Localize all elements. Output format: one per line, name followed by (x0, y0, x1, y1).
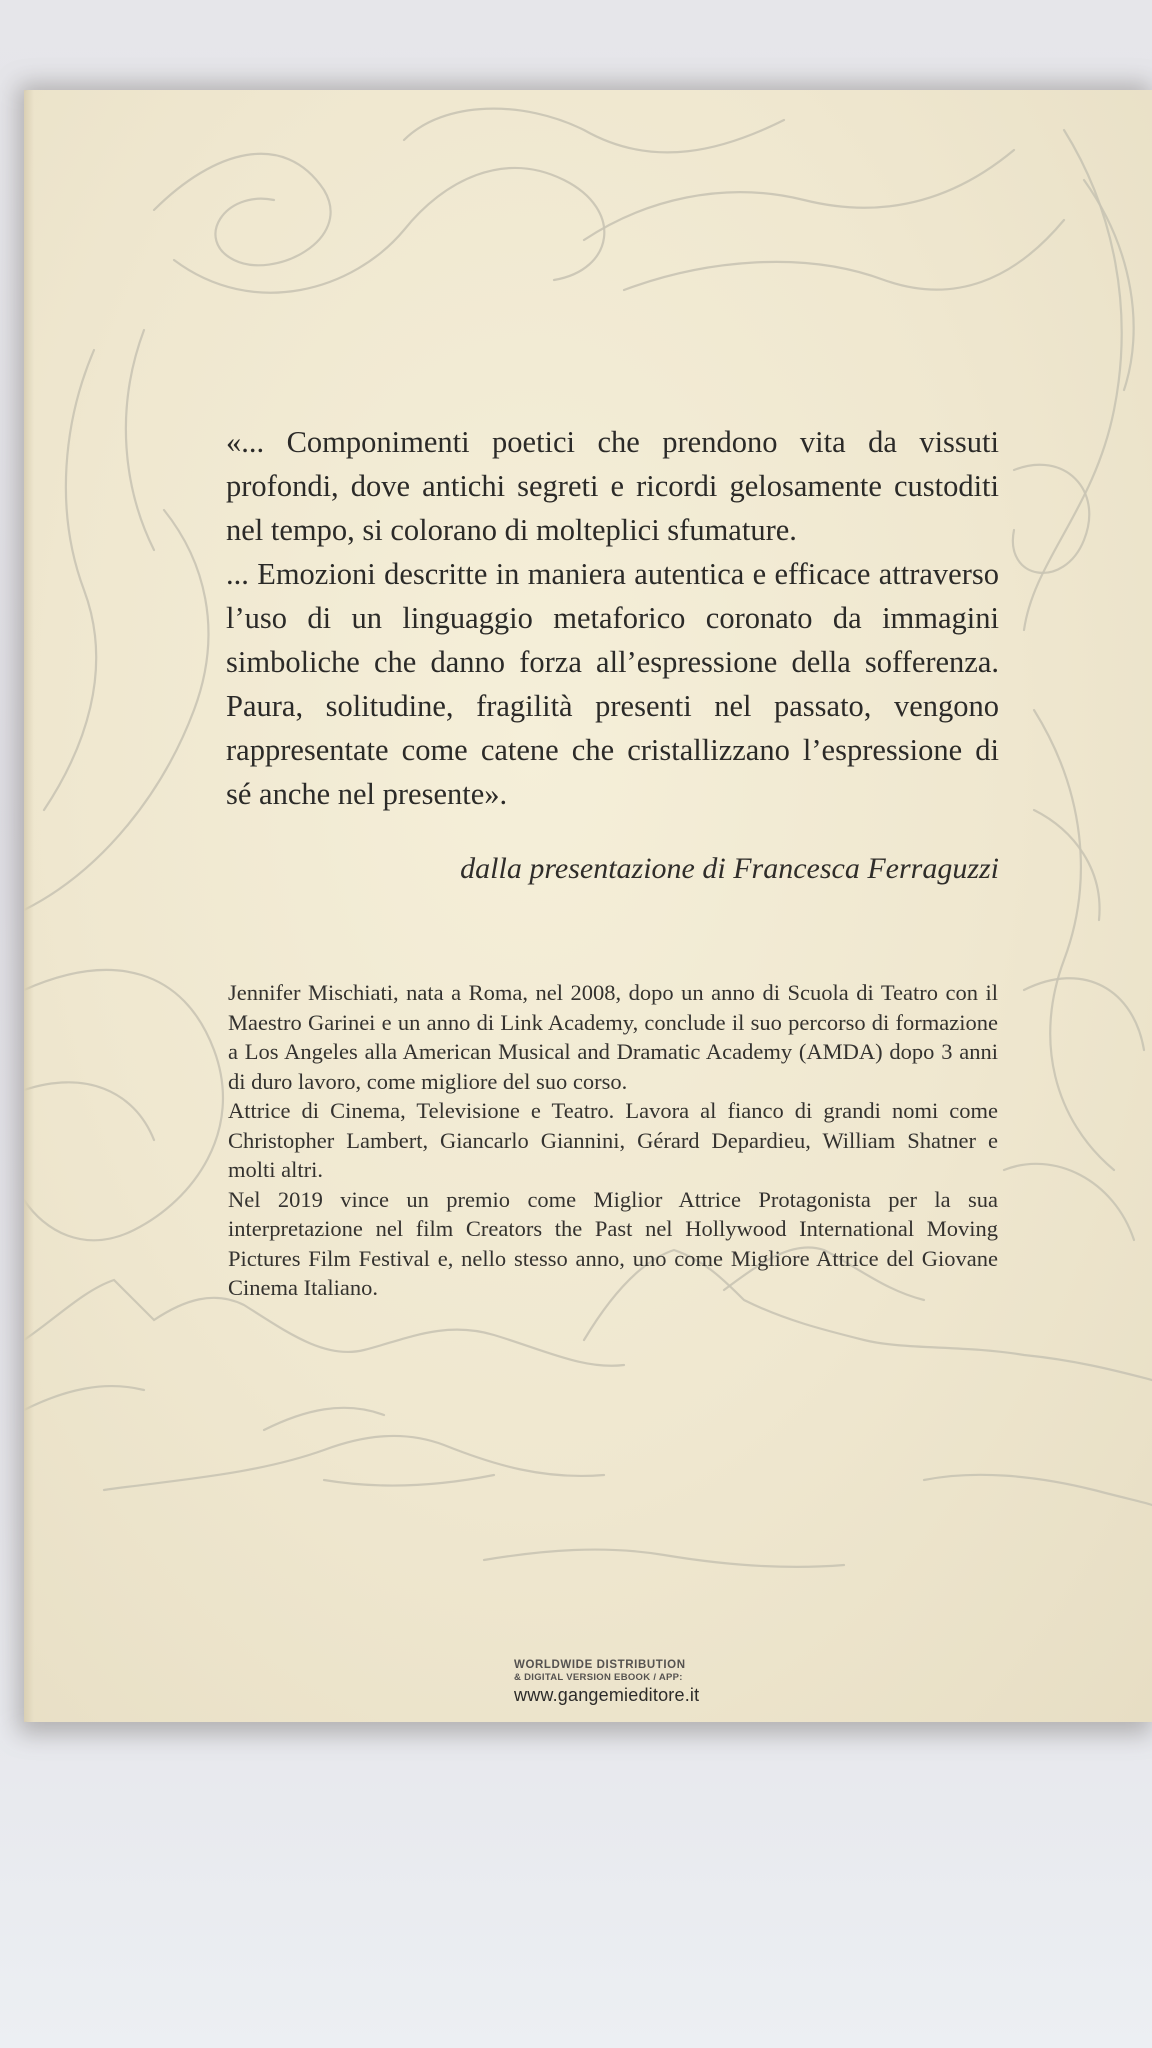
publisher-url: www.gangemieditore.it (514, 1685, 700, 1705)
distribution-label: WORLDWIDE DISTRIBUTION (514, 1659, 686, 1671)
quote-attribution: dalla presentazione di Francesca Ferraguzzi (460, 852, 999, 885)
publisher-block (514, 1658, 754, 1706)
digital-version-label: & DIGITAL VERSION EBOOK / APP: (514, 1672, 683, 1683)
bio-paragraph: Attrice di Cinema, Televisione e Teatro. Lavora al fianco di grandi nomi come Christopher Lambert, Giancarlo Giannini, Gérard Depardieu, William Shatner e molti altri. (228, 1098, 998, 1182)
bio-paragraph: Nel 2019 vince un premio come Miglior Attrice Protagonista per la sua interpretazione nel film Creators the Past nel Hollywood International Moving Pictures Film Festival e, nello stesso anno, uno come Migliore Attrice del Giovane Cinema Italiano. (228, 1186, 998, 1300)
line-art-illustration (24, 90, 1152, 1722)
back-cover-quote (226, 420, 999, 816)
bio-paragraph: Jennifer Mischiati, nata a Roma, nel 2008, dopo un anno di Scuola di Teatro con il Maestro Garinei e un anno di Link Academy, conclude il suo percorso di formazione a Los Angeles alla American Musical and Dramatic Academy (AMDA) dopo 3 anni di duro lavoro, come migliore del suo corso. (228, 980, 998, 1094)
book-spine-edge (24, 90, 34, 1722)
quote-paragraph: «... Componimenti poetici che prendono vita da vissuti profondi, dove antichi segreti e ricordi gelosamente custoditi nel tempo, si colorano di molteplici sfumature. (226, 425, 999, 547)
author-bio (228, 978, 998, 1303)
quote-paragraph: ... Emozioni descritte in maniera autentica e efficace attraverso l’uso di un linguaggio metaforico coronato da immagini simboliche che danno forza all’espressione della sofferenza. Paura, solitudine, fragilità presenti nel passato, vengono rappresentate come catene che cristallizzano l’espressione di sé anche nel presente». (226, 557, 999, 811)
back-cover (24, 90, 1152, 1722)
